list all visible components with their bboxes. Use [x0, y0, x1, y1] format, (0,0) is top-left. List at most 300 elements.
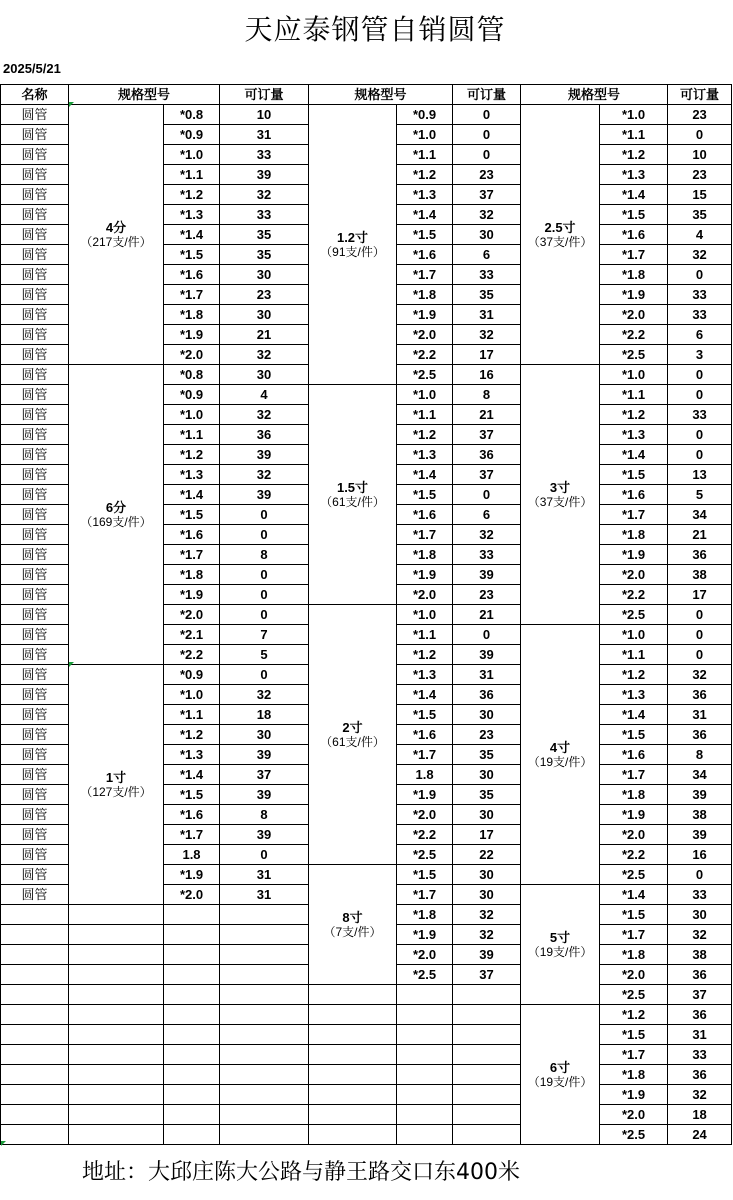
spec-value: *1.6: [164, 525, 220, 545]
empty-cell: [309, 1065, 397, 1085]
empty-cell: [164, 945, 220, 965]
spec-value: *1.4: [397, 685, 453, 705]
table-row: [1, 1045, 732, 1065]
cell-marker: [69, 102, 74, 107]
qty-value: 3: [668, 345, 732, 365]
spec-value: *1.6: [164, 265, 220, 285]
qty-value: 36: [668, 685, 732, 705]
qty-value: 35: [453, 285, 521, 305]
qty-value: 0: [220, 525, 309, 545]
group-name: 1.5寸: [336, 479, 369, 495]
empty-cell: [164, 965, 220, 985]
qty-value: 0: [453, 625, 521, 645]
spec-value: *1.7: [397, 885, 453, 905]
spec-value: *1.2: [397, 645, 453, 665]
group-pack-count: （217支/件）: [80, 234, 152, 249]
qty-value: 7: [220, 625, 309, 645]
qty-value: 37: [453, 185, 521, 205]
group-pack-count: （7支/件）: [323, 924, 382, 939]
qty-value: 6: [668, 325, 732, 345]
spec-value: *2.0: [600, 565, 668, 585]
spec-value: *1.1: [397, 145, 453, 165]
group-name: 8寸: [342, 909, 363, 925]
qty-value: 39: [453, 565, 521, 585]
spec-value: *1.4: [600, 185, 668, 205]
header-qty: 可订量: [453, 85, 521, 105]
empty-cell: [69, 1025, 164, 1045]
empty-cell: [220, 1065, 309, 1085]
qty-value: 6: [453, 505, 521, 525]
item-name: 圆管: [1, 165, 69, 185]
qty-value: 21: [220, 325, 309, 345]
qty-value: 31: [220, 885, 309, 905]
empty-cell: [220, 1105, 309, 1125]
qty-value: 34: [668, 505, 732, 525]
qty-value: 33: [668, 285, 732, 305]
empty-cell: [69, 1105, 164, 1125]
spec-value: *1.1: [600, 385, 668, 405]
spec-value: *2.0: [397, 325, 453, 345]
spec-value: *2.2: [397, 825, 453, 845]
qty-value: 0: [668, 645, 732, 665]
qty-value: 32: [220, 685, 309, 705]
spec-value: *1.1: [397, 405, 453, 425]
spec-value: *1.3: [397, 665, 453, 685]
group-pack-count: （19支/件）: [527, 1074, 593, 1089]
spec-value: *1.0: [164, 685, 220, 705]
spec-value: *1.9: [164, 585, 220, 605]
group-name: 3寸: [549, 479, 571, 495]
qty-value: 39: [453, 945, 521, 965]
spec-value: *1.8: [397, 545, 453, 565]
qty-value: 0: [668, 425, 732, 445]
spec-value: *1.0: [600, 365, 668, 385]
address: 地址：大邱庄陈大公路与静王路交口东400米: [82, 1160, 520, 1185]
spec-group: [309, 385, 397, 605]
qty-value: 31: [668, 705, 732, 725]
empty-cell: [69, 1045, 164, 1065]
spec-value: *1.9: [397, 305, 453, 325]
empty-cell: [69, 945, 164, 965]
group-pack-count: （19支/件）: [527, 944, 593, 959]
item-name: 圆管: [1, 205, 69, 225]
empty-cell: [397, 1125, 453, 1145]
spec-value: *1.0: [600, 625, 668, 645]
empty-cell: [309, 1105, 397, 1125]
item-name: 圆管: [1, 405, 69, 425]
spec-value: *2.0: [397, 585, 453, 605]
spec-value: *2.0: [397, 945, 453, 965]
empty-cell: [164, 925, 220, 945]
qty-value: 8: [453, 385, 521, 405]
item-name: 圆管: [1, 545, 69, 565]
qty-value: 0: [668, 625, 732, 645]
empty-cell: [309, 1045, 397, 1065]
spec-value: *1.0: [600, 105, 668, 125]
qty-value: 33: [220, 205, 309, 225]
qty-value: 33: [668, 405, 732, 425]
table-row: [1, 1125, 732, 1145]
spec-value: *2.0: [164, 605, 220, 625]
spec-value: *1.9: [397, 565, 453, 585]
empty-cell: [309, 1025, 397, 1045]
empty-cell: [453, 1045, 521, 1065]
qty-value: 22: [453, 845, 521, 865]
spec-value: *1.5: [600, 205, 668, 225]
qty-value: 36: [220, 425, 309, 445]
spec-value: *1.3: [164, 205, 220, 225]
empty-cell: [453, 1005, 521, 1025]
spec-value: *1.7: [397, 745, 453, 765]
qty-value: 18: [220, 705, 309, 725]
spec-value: *2.1: [164, 625, 220, 645]
item-name: 圆管: [1, 765, 69, 785]
qty-value: 33: [668, 305, 732, 325]
spec-value: *1.5: [600, 725, 668, 745]
spec-value: *2.5: [397, 845, 453, 865]
qty-value: 39: [220, 485, 309, 505]
empty-cell: [69, 1125, 164, 1145]
qty-value: 30: [453, 865, 521, 885]
empty-cell: [309, 985, 397, 1005]
qty-value: 21: [453, 605, 521, 625]
qty-value: 8: [220, 545, 309, 565]
spec-value: *1.5: [164, 245, 220, 265]
spec-value: *1.5: [397, 225, 453, 245]
spec-value: *1.8: [600, 525, 668, 545]
qty-value: 0: [220, 665, 309, 685]
spec-value: *1.6: [600, 485, 668, 505]
header-name: 名称: [1, 85, 69, 105]
qty-value: 39: [220, 445, 309, 465]
spec-value: *1.4: [397, 465, 453, 485]
qty-value: 0: [668, 125, 732, 145]
item-name: 圆管: [1, 645, 69, 665]
spec-value: *1.6: [600, 225, 668, 245]
qty-value: 33: [668, 1045, 732, 1065]
qty-value: 23: [668, 105, 732, 125]
spec-value: *1.6: [600, 745, 668, 765]
table-row: [1, 1085, 732, 1105]
empty-cell: [309, 1005, 397, 1025]
spec-value: *1.2: [600, 405, 668, 425]
spec-value: *1.9: [600, 805, 668, 825]
item-name: 圆管: [1, 845, 69, 865]
qty-value: 32: [668, 245, 732, 265]
item-name: 圆管: [1, 565, 69, 585]
spec-value: *1.3: [164, 465, 220, 485]
qty-value: 30: [668, 905, 732, 925]
qty-value: 0: [668, 265, 732, 285]
qty-value: 36: [453, 445, 521, 465]
qty-value: 32: [220, 185, 309, 205]
spec-value: *2.0: [600, 305, 668, 325]
qty-value: 31: [220, 125, 309, 145]
qty-value: 4: [668, 225, 732, 245]
group-name: 6分: [105, 499, 127, 515]
spec-value: *1.3: [600, 685, 668, 705]
empty-cell: [309, 1085, 397, 1105]
qty-value: 32: [453, 325, 521, 345]
spec-group: [69, 105, 164, 365]
spec-value: *1.5: [397, 485, 453, 505]
qty-value: 32: [668, 665, 732, 685]
empty-cell: [69, 905, 164, 925]
item-name: 圆管: [1, 745, 69, 765]
item-name: 圆管: [1, 625, 69, 645]
spec-value: *1.7: [164, 545, 220, 565]
qty-value: 32: [220, 345, 309, 365]
item-name: 圆管: [1, 805, 69, 825]
group-pack-count: （37支/件）: [527, 494, 593, 509]
group-pack-count: （127支/件）: [80, 784, 152, 799]
spec-value: *1.5: [397, 865, 453, 885]
empty-cell: [397, 1005, 453, 1025]
qty-value: 24: [668, 1125, 732, 1145]
group-name: 1.2寸: [336, 229, 369, 245]
empty-cell: [69, 1065, 164, 1085]
empty-cell: [164, 1105, 220, 1125]
qty-value: 0: [668, 445, 732, 465]
qty-value: 32: [668, 925, 732, 945]
spec-value: *2.0: [164, 345, 220, 365]
spec-value: *2.5: [600, 605, 668, 625]
spec-value: 1.8: [397, 765, 453, 785]
table-row: [1, 105, 732, 125]
qty-value: 30: [220, 365, 309, 385]
qty-value: 8: [668, 745, 732, 765]
item-name: 圆管: [1, 525, 69, 545]
empty-cell: [397, 985, 453, 1005]
item-name: 圆管: [1, 425, 69, 445]
qty-value: 4: [220, 385, 309, 405]
qty-value: 33: [668, 885, 732, 905]
item-name: 圆管: [1, 685, 69, 705]
spec-value: *2.5: [600, 345, 668, 365]
qty-value: 33: [453, 265, 521, 285]
group-pack-count: （91支/件）: [320, 244, 385, 259]
group-pack-count: （61支/件）: [320, 494, 385, 509]
empty-cell: [69, 1005, 164, 1025]
spec-group: [69, 365, 164, 665]
item-name: 圆管: [1, 825, 69, 845]
item-name: 圆管: [1, 785, 69, 805]
qty-value: 23: [220, 285, 309, 305]
spec-value: *1.7: [600, 505, 668, 525]
spec-value: *1.0: [164, 145, 220, 165]
qty-value: 36: [668, 545, 732, 565]
cell-marker: [1, 1141, 6, 1146]
qty-value: 37: [453, 425, 521, 445]
spec-group: [521, 365, 600, 625]
spec-value: *1.3: [397, 445, 453, 465]
spec-value: *1.9: [600, 545, 668, 565]
spec-value: *1.6: [397, 725, 453, 745]
empty-cell: [164, 1045, 220, 1065]
spec-value: *2.2: [397, 345, 453, 365]
spec-value: *1.5: [164, 505, 220, 525]
spec-value: *1.7: [397, 525, 453, 545]
spec-value: *2.5: [600, 985, 668, 1005]
spec-value: *1.9: [397, 785, 453, 805]
spec-value: *2.0: [164, 885, 220, 905]
item-name: 圆管: [1, 385, 69, 405]
spec-value: *1.9: [397, 925, 453, 945]
spec-group: [521, 1005, 600, 1145]
spec-value: *2.2: [164, 645, 220, 665]
spec-value: *1.0: [397, 125, 453, 145]
qty-value: 17: [453, 345, 521, 365]
qty-value: 0: [220, 605, 309, 625]
item-name: 圆管: [1, 505, 69, 525]
empty-cell: [453, 1085, 521, 1105]
qty-value: 0: [668, 385, 732, 405]
qty-value: 21: [668, 525, 732, 545]
qty-value: 30: [453, 885, 521, 905]
empty-cell: [397, 1045, 453, 1065]
empty-cell: [453, 1025, 521, 1045]
qty-value: 5: [220, 645, 309, 665]
empty-cell: [1, 1045, 69, 1065]
spec-value: *2.2: [600, 585, 668, 605]
spec-value: *1.7: [164, 285, 220, 305]
item-name: 圆管: [1, 225, 69, 245]
group-name: 2寸: [342, 719, 363, 735]
spec-value: *2.5: [600, 865, 668, 885]
spec-value: 1.8: [164, 845, 220, 865]
item-name: 圆管: [1, 125, 69, 145]
spec-value: *1.1: [164, 705, 220, 725]
spec-value: *0.9: [397, 105, 453, 125]
item-name: 圆管: [1, 885, 69, 905]
item-name: 圆管: [1, 185, 69, 205]
header-spec: 规格型号: [521, 85, 668, 105]
qty-value: 35: [453, 785, 521, 805]
item-name: 圆管: [1, 605, 69, 625]
qty-value: 32: [220, 465, 309, 485]
spec-value: *1.0: [164, 405, 220, 425]
qty-value: 37: [220, 765, 309, 785]
qty-value: 36: [668, 1005, 732, 1025]
spec-value: *1.1: [164, 165, 220, 185]
qty-value: 0: [668, 865, 732, 885]
qty-value: 8: [220, 805, 309, 825]
item-name: 圆管: [1, 265, 69, 285]
spec-value: *1.5: [397, 705, 453, 725]
item-name: 圆管: [1, 105, 69, 125]
table-row: [1, 1025, 732, 1045]
qty-value: 33: [220, 145, 309, 165]
group-pack-count: （19支/件）: [527, 754, 593, 769]
qty-value: 0: [220, 505, 309, 525]
qty-value: 0: [220, 845, 309, 865]
empty-cell: [164, 1085, 220, 1105]
qty-value: 33: [453, 545, 521, 565]
spec-value: *1.9: [600, 285, 668, 305]
spec-value: *1.6: [397, 245, 453, 265]
empty-cell: [220, 1005, 309, 1025]
spec-value: *1.8: [600, 265, 668, 285]
qty-value: 37: [668, 985, 732, 1005]
item-name: 圆管: [1, 705, 69, 725]
qty-value: 0: [668, 605, 732, 625]
qty-value: 32: [453, 905, 521, 925]
spec-value: *2.5: [397, 965, 453, 985]
header-qty: 可订量: [668, 85, 732, 105]
empty-cell: [397, 1025, 453, 1045]
spec-value: *1.7: [397, 265, 453, 285]
item-name: 圆管: [1, 725, 69, 745]
spec-value: *2.0: [600, 825, 668, 845]
qty-value: 30: [453, 225, 521, 245]
empty-cell: [309, 1125, 397, 1145]
qty-value: 23: [453, 165, 521, 185]
item-name: 圆管: [1, 145, 69, 165]
empty-cell: [1, 985, 69, 1005]
table-row: [1, 1005, 732, 1025]
table-body: [1, 85, 732, 1145]
spec-value: *1.7: [600, 245, 668, 265]
empty-cell: [220, 985, 309, 1005]
item-name: 圆管: [1, 865, 69, 885]
group-name: 6寸: [549, 1059, 571, 1075]
qty-value: 0: [453, 145, 521, 165]
qty-value: 10: [220, 105, 309, 125]
empty-cell: [1, 1005, 69, 1025]
qty-value: 30: [220, 305, 309, 325]
empty-cell: [220, 965, 309, 985]
qty-value: 37: [453, 965, 521, 985]
spec-value: *1.8: [600, 945, 668, 965]
item-name: 圆管: [1, 345, 69, 365]
spec-value: *1.1: [164, 425, 220, 445]
group-pack-count: （37支/件）: [527, 234, 593, 249]
qty-value: 32: [668, 1085, 732, 1105]
group-name: 2.5寸: [544, 219, 576, 235]
header-spec: 规格型号: [69, 85, 220, 105]
spec-value: *1.8: [600, 785, 668, 805]
spec-value: *2.0: [600, 1105, 668, 1125]
spec-value: *1.8: [600, 1065, 668, 1085]
qty-value: 38: [668, 945, 732, 965]
empty-cell: [453, 985, 521, 1005]
group-name: 4寸: [549, 739, 571, 755]
spec-value: *1.1: [397, 625, 453, 645]
spec-value: *1.8: [164, 305, 220, 325]
group-pack-count: （169支/件）: [80, 514, 152, 529]
spec-value: *2.5: [397, 365, 453, 385]
spec-group: [309, 605, 397, 865]
empty-cell: [164, 1025, 220, 1045]
spec-value: *1.4: [600, 705, 668, 725]
spec-value: *1.2: [600, 1005, 668, 1025]
spec-value: *1.0: [397, 385, 453, 405]
qty-value: 36: [453, 685, 521, 705]
spec-value: *1.8: [397, 905, 453, 925]
spec-value: *1.7: [600, 765, 668, 785]
spec-value: *1.8: [397, 285, 453, 305]
empty-cell: [1, 1025, 69, 1045]
spec-value: *1.4: [164, 225, 220, 245]
qty-value: 18: [668, 1105, 732, 1125]
spec-value: *1.3: [600, 425, 668, 445]
spec-value: *1.3: [600, 165, 668, 185]
spec-value: *1.1: [600, 125, 668, 145]
header-spec: 规格型号: [309, 85, 453, 105]
empty-cell: [220, 1125, 309, 1145]
spec-value: *1.7: [600, 925, 668, 945]
empty-cell: [220, 1045, 309, 1065]
